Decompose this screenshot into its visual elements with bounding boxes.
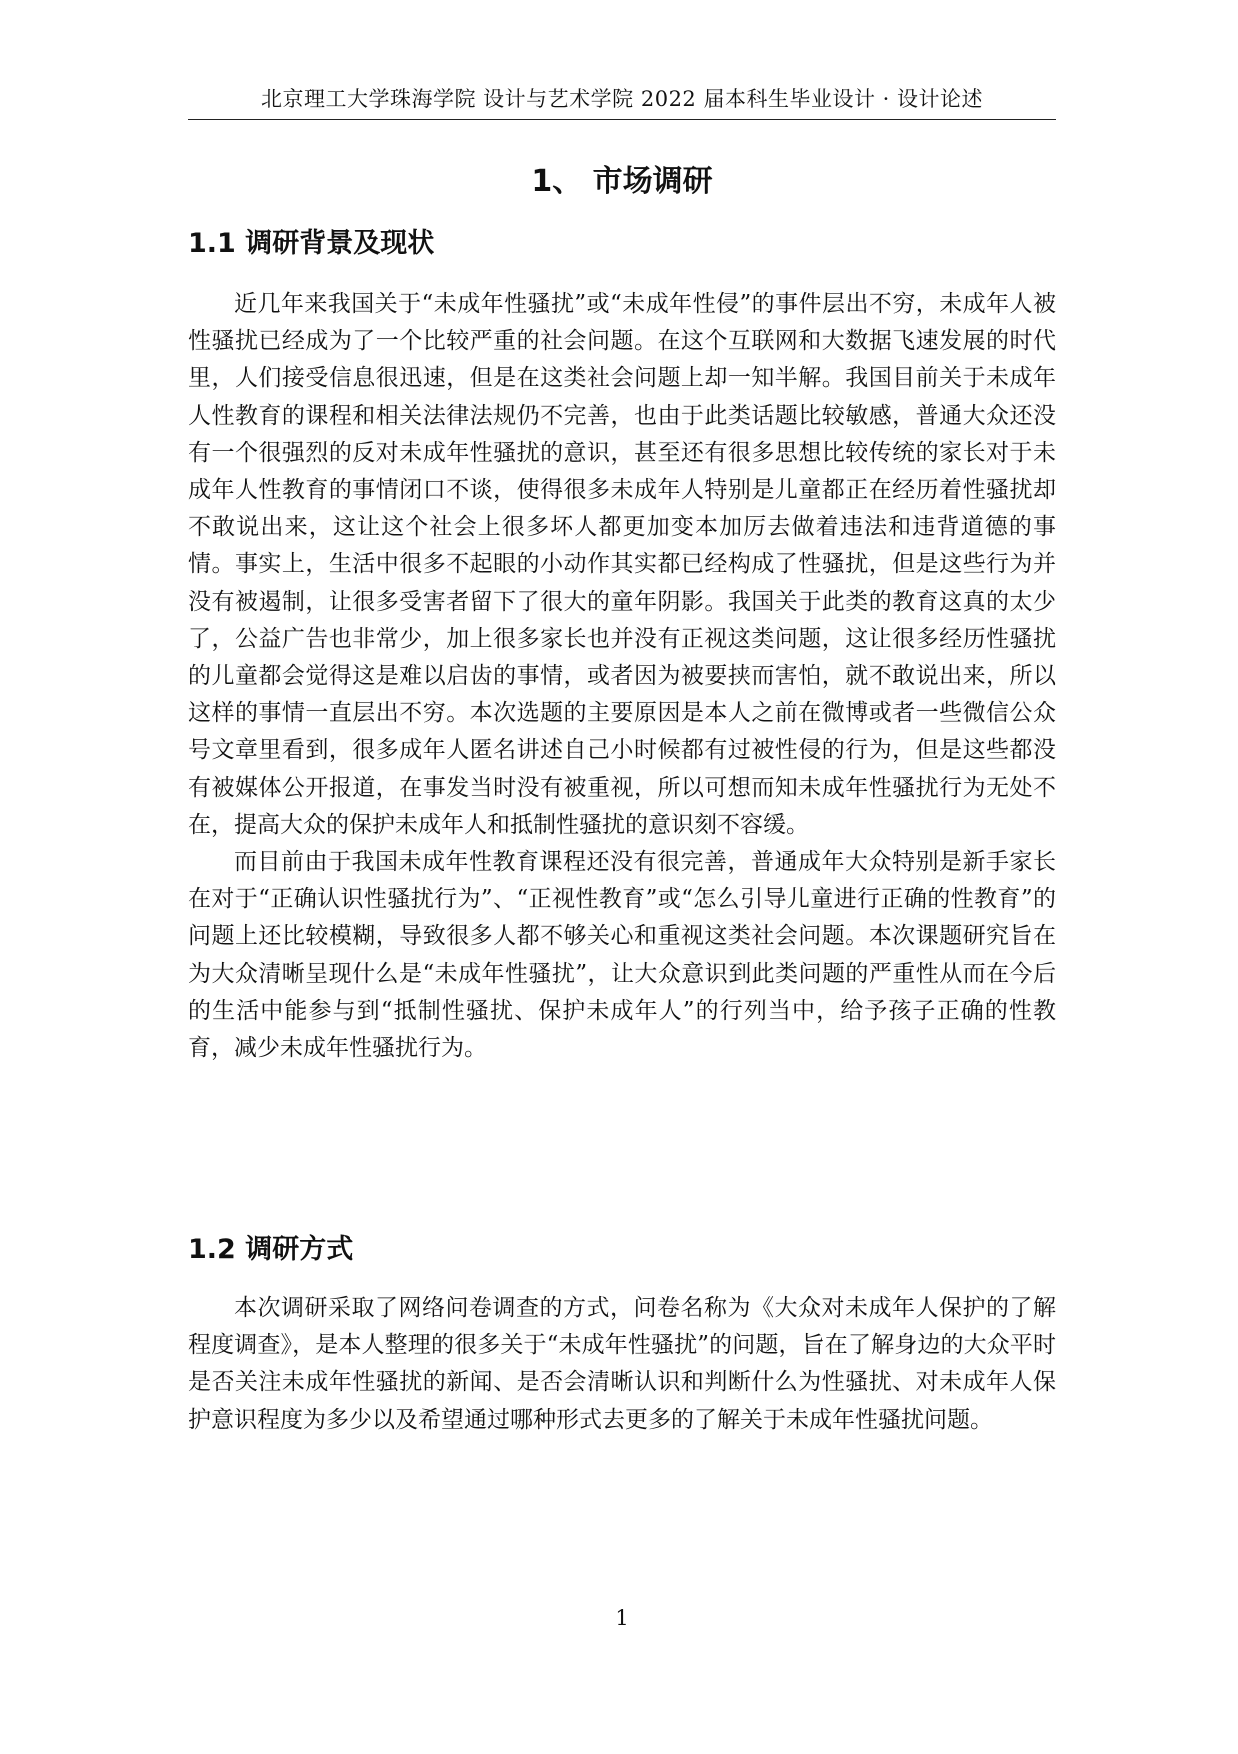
section-body-1-1	[188, 286, 1056, 1067]
paragraph: 近几年来我国关于“未成年性骚扰”或“未成年性侵”的事件层出不穷，未成年人被性骚扰已经成为了一个比较严重的社会问题。在这个互联网和大数据飞速发展的时代里，人们接受信息很迅速，但是在这类社会问题上却一知半解。我国目前关于未成年人性教育的课程和相关法律法规仍不完善，也由于此类话题比较敏感，普通大众还没有一个很强烈的反对未成年性骚扰的意识，甚至还有很多思想比较传统的家长对于未成年人性教育的事情闭口不谈，使得很多未成年人特别是儿童都正在经历着性骚扰却不敢说出来，这让这个社会上很多坏人都更加变本加厉去做着违法和违背道德的事情。事实上，生活中很多不起眼的小动作其实都已经构成了性骚扰，但是这些行为并没有被遏制，让很多受害者留下了很大的童年阴影。我国关于此类的教育这真的太少了，公益广告也非常少，加上很多家长也并没有正视这类问题，这让很多经历性骚扰的儿童都会觉得这是难以启齿的事情，或者因为被要挟而害怕，就不敢说出来，所以这样的事情一直层出不穷。本次选题的主要原因是本人之前在微博或者一些微信公众号文章里看到，很多成年人匿名讲述自己小时候都有过被性侵的行为，但是这些都没有被媒体公开报道，在事发当时没有被重视，所以可想而知未成年性骚扰行为无处不在，提高大众的保护未成年人和抵制性骚扰的意识刻不容缓。	[188, 291, 1056, 838]
page-number: 1	[615, 1606, 629, 1630]
chapter-title: 1、 市场调研	[531, 164, 713, 199]
section-title-1-2: 1.2 调研方式	[188, 1234, 354, 1265]
section-title-1-1: 1.1 调研背景及现状	[188, 228, 435, 259]
section-body-1-2	[188, 1290, 1056, 1439]
paragraph: 而目前由于我国未成年性教育课程还没有很完善，普通成年大众特别是新手家长在对于“正确认识性骚扰行为”、“正视性教育”或“怎么引导儿童进行正确的性教育”的问题上还比较模糊，导致很多人都不够关心和重视这类社会问题。本次课题研究旨在为大众清晰呈现什么是“未成年性骚扰”，让大众意识到此类问题的严重性从而在今后的生活中能参与到“抵制性骚扰、保护未成年人”的行列当中，给予孩子正确的性教育，减少未成年性骚扰行为。	[188, 849, 1056, 1062]
running-header: 北京理工大学珠海学院 设计与艺术学院 2022 届本科生毕业设计 · 设计论述	[261, 87, 983, 111]
header-rule	[188, 119, 1056, 120]
paragraph: 本次调研采取了网络问卷调查的方式，问卷名称为《大众对未成年人保护的了解程度调查》，是本人整理的很多关于“未成年性骚扰”的问题，旨在了解身边的大众平时是否关注未成年性骚扰的新闻、是否会清晰认识和判断什么为性骚扰、对未成年人保护意识程度为多少以及希望通过哪种形式去更多的了解关于未成年性骚扰问题。	[188, 1295, 1056, 1433]
